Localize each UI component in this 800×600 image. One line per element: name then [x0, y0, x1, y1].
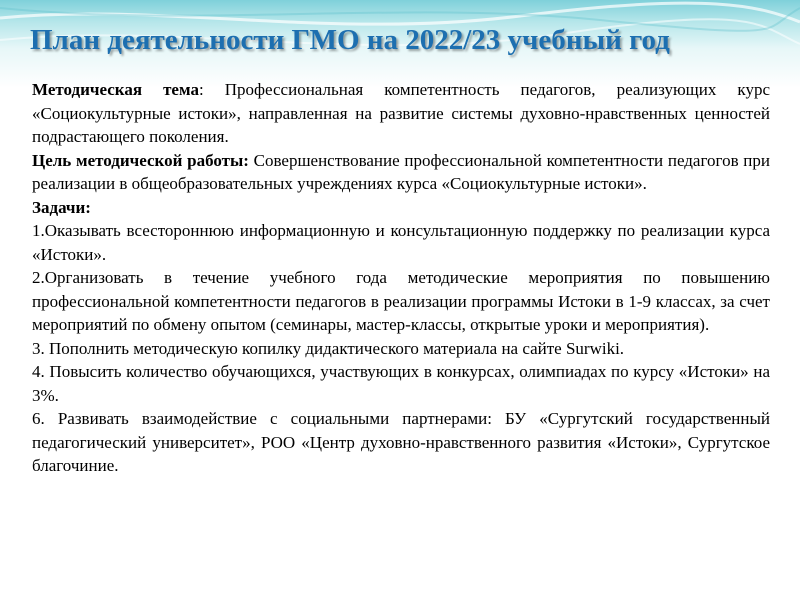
task-item: 2.Организовать в течение учебного года методические мероприятия по повышению профессиональной компетентности педагогов в реализации программы Истоки в 1-9 классах, за счет мероприятий по обмену опытом (семинары, мастер-классы, открытые уроки и мероприятия). — [32, 268, 770, 334]
slide-content — [32, 78, 770, 478]
goal-paragraph — [32, 149, 770, 196]
tasks-label: Задачи: — [32, 197, 91, 217]
task-item: 3. Пополнить методическую копилку дидактического материала на сайте Surwiki. — [32, 338, 625, 358]
tasks-heading — [32, 196, 770, 220]
task-item: 4. Повысить количество обучающихся, участвующих в конкурсах, олимпиадах по курсу «Истоки» на 3%. — [32, 362, 770, 405]
goal-label: Цель методической работы: — [32, 150, 249, 170]
theme-paragraph — [32, 78, 770, 149]
goal-text: Совершенствование профессиональной компетентности педагогов при реализации в общеобразовательных учреждениях курса «Социокультурные истоки». — [32, 150, 770, 193]
theme-text: : Профессиональная компетентность педагогов, реализующих курс «Социокультурные истоки», направленная на развитие системы духовно-нравственных ценностей подрастающего поколения. — [32, 80, 770, 146]
theme-label: Методическая тема — [32, 80, 199, 99]
task-item: 1.Оказывать всестороннюю информационную и консультационную поддержку по реализации курса «Истоки». — [32, 221, 770, 264]
task-item: 6. Развивать взаимодействие с социальными партнерами: БУ «Сургутский государственный педагогический университет», РОО «Центр духовно-нравственного развития «Истоки», Сургутское благочиние. — [32, 409, 770, 475]
slide-title: План деятельности ГМО на 2022/23 учебный год — [30, 24, 670, 56]
